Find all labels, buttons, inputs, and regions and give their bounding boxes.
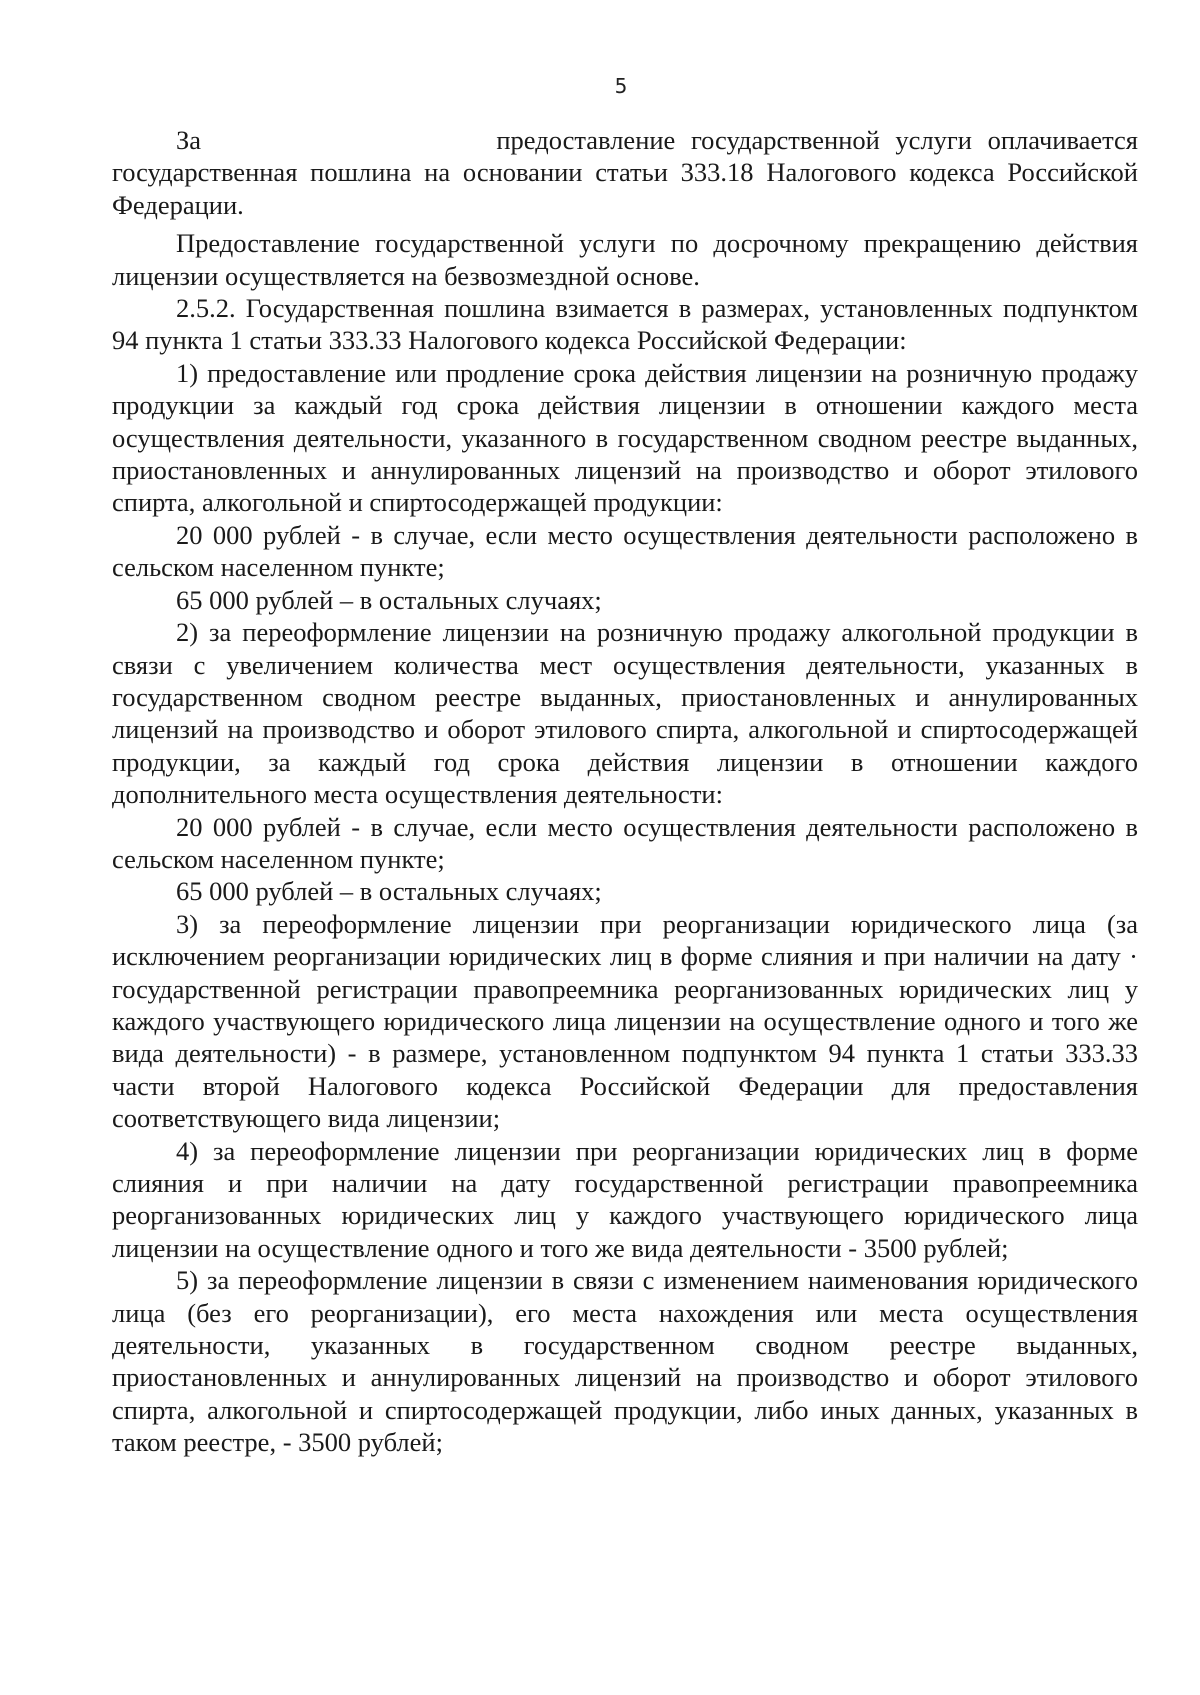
fee-rural-1: 20 000 рублей - в случае, если место осуществления деятельности расположено в сельском населенном пункте; — [112, 519, 1138, 583]
list-item-4: 4) за переоформление лицензии при реорганизации юридических лиц в форме слияния и при наличии на дату государственной регистрации правопреемника реорганизованных юридических лиц у каждого участвующего юридического лица лицензии на осуществление одного и того же вида деятельности - 3500 рублей; — [112, 1135, 1138, 1263]
paragraph-fee-basis-first-line — [112, 124, 1138, 156]
list-item-3: 3) за переоформление лицензии при реорганизации юридического лица (за исключением реорганизации юридических лиц в форме слияния и при наличии на дату · государственной регистрации правопреемника реорганизованных юридических лиц у каждого участвующего юридического лица лицензии на осуществление одного и того же вида деятельности) - в размере, установленном подпунктом 94 пункта 1 статьи 333.33 части второй Налогового кодекса Российской Федерации для предоставления соответствующего вида лицензии; — [112, 908, 1138, 1134]
list-item-5: 5) за переоформление лицензии в связи с изменением наименования юридического лица (без его реорганизации), его места нахождения или места осуществления деятельности, указанных в государственном сводном реестре выданных, приостановленных и аннулированных лицензий на производство и оборот этилового спирта, алкогольной и спиртосодержащей продукции, либо иных данных, указанных в таком реестре, - 3500 рублей; — [112, 1265, 1138, 1458]
paragraph-free-termination: Предоставление государственной услуги по досрочному прекращению действия лицензии осуществляется на безвозмездной основе. — [112, 228, 1138, 291]
list-item-1: 1) предоставление или продление срока действия лицензии на розничную продажу продукции за каждый год срока действия лицензии в отношении каждого места осуществления деятельности, указанного в государственном сводном реестре выданных, приостановленных и аннулированных лицензий на производство и оборот этилового спирта, алкогольной и спиртосодержащей продукции: — [112, 357, 1138, 518]
paragraph-fee-basis-first-word: За — [176, 125, 202, 155]
fee-rural-2: 20 000 рублей - в случае, если место осуществления деятельности расположено в сельском населенном пункте; — [112, 811, 1138, 874]
paragraph-2-5-2: 2.5.2. Государственная пошлина взимается в размерах, установленных подпунктом 94 пункта 1 статьи 333.33 Налогового кодекса Российской Федерации: — [112, 293, 1138, 356]
page-number: 5 — [614, 74, 628, 98]
paragraph-fee-basis-rest: государственная пошлина на основании статьи 333.18 Налогового кодекса Российской Федерации. — [112, 157, 1138, 220]
paragraph-fee-basis — [112, 124, 1138, 221]
fee-other-1: 65 000 рублей – в остальных случаях; — [176, 584, 602, 615]
document-body — [112, 124, 1138, 1459]
list-item-2: 2) за переоформление лицензии на розничную продажу алкогольной продукции в связи с увеличением количества мест осуществления деятельности, указанных в государственном сводном реестре выданных, приостановленных и аннулированных лицензий на производство и оборот этилового спирта, алкогольной и спиртосодержащей продукции, за каждый год срока действия лицензии в отношении каждого дополнительного места осуществления деятельности: — [112, 617, 1138, 810]
fee-other-2: 65 000 рублей – в остальных случаях; — [176, 876, 602, 907]
paragraph-fee-basis-line1: предоставление государственной услуги оплачивается — [496, 125, 1138, 155]
